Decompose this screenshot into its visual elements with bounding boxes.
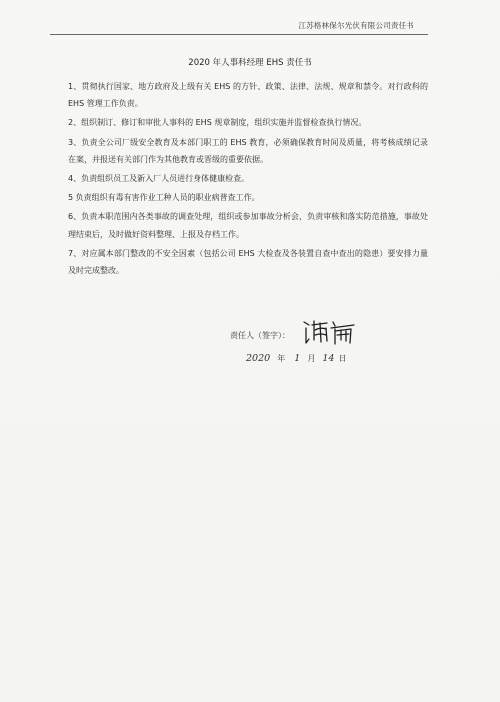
document-title: 2020 年人事科经理 EHS 责任书 xyxy=(188,58,312,68)
header-rule xyxy=(50,34,428,35)
date-month-handwritten: 1 xyxy=(294,353,301,364)
signature-label: 责任人（签字）： xyxy=(230,331,290,340)
list-item: 1、贯彻执行国家、地方政府及上级有关 EHS 的方针、政策、法律、法规、规章和禁令。对行政科的 EHS 管理工作负责。 xyxy=(68,82,428,109)
date-month-unit: 月 xyxy=(307,354,316,363)
list-item: 6、负责本职范围内各类事故的调查处理，组织或参加事故分析会，负责审核和落实防范措施，事故处理结束后，及时做好资料整理、上报及存档工作。 xyxy=(68,212,428,239)
date-year-handwritten: 2020 xyxy=(246,353,271,364)
date-day-unit: 日 xyxy=(338,354,347,363)
handwritten-signature xyxy=(300,316,360,346)
signature-date xyxy=(246,353,346,364)
list-item: 7、对应属本部门整改的不安全因素（包括公司 EHS 大检查及各装置自查中查出的隐患）要安排力量及时完成整改。 xyxy=(68,248,428,276)
date-day-handwritten: 14 xyxy=(322,353,335,364)
date-year-unit: 年 xyxy=(277,354,286,363)
list-item: 3、负责全公司厂级安全教育及本部门职工的 EHS 教育，必须确保教育时间及质量，将考核成绩记录在案，并报送有关部门作为其他教育或晋级的重要依据。 xyxy=(68,137,428,164)
list-item: 5 负责组织有毒有害作业工种人员的职业病普查工作。 xyxy=(68,193,260,203)
list-item: 4、负责组织员工及新入厂人员进行身体健康检查。 xyxy=(68,174,250,184)
header-company-title: 江苏格林保尔光伏有限公司责任书 xyxy=(298,21,414,30)
list-item: 2、组织制订、修订和审批人事科的 EHS 规章制度，组织实施并监督检查执行情况。 xyxy=(68,118,367,128)
responsibility-list xyxy=(68,78,428,281)
